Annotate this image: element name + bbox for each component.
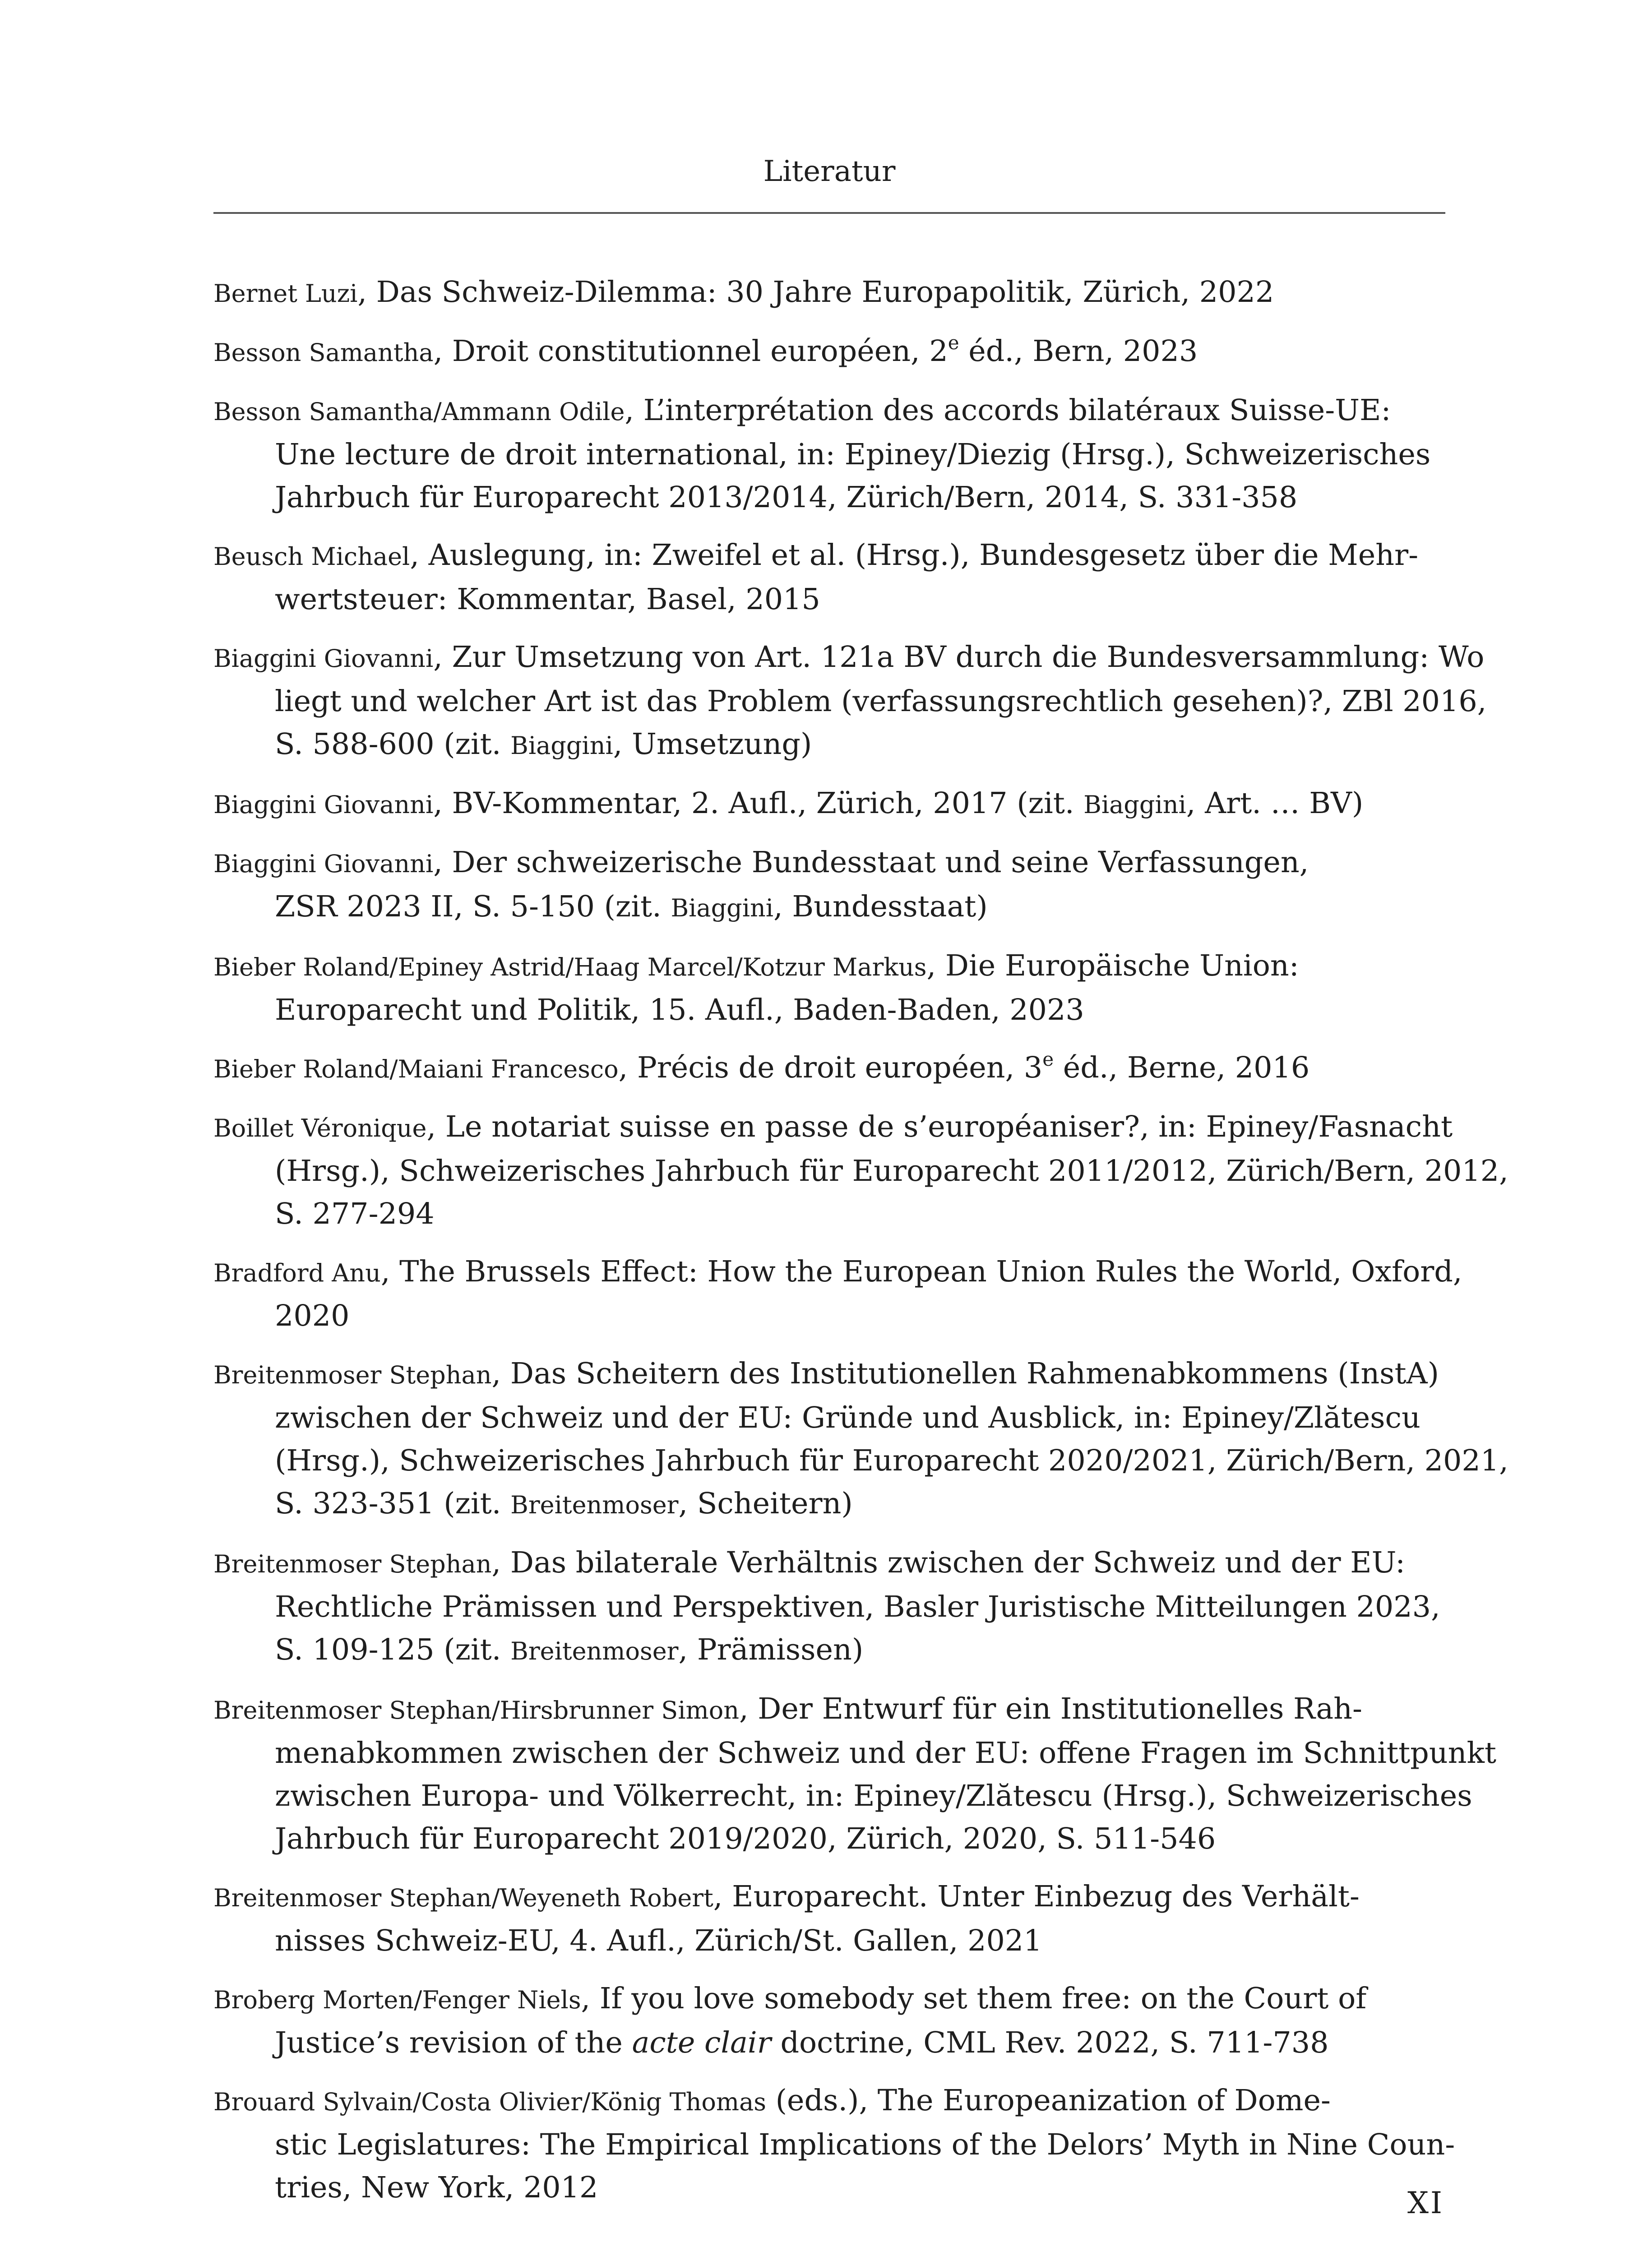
running-header: Literatur	[763, 155, 896, 188]
entry-text: , Umsetzung)	[613, 727, 812, 761]
entry-author: Bradford Anu	[213, 1259, 381, 1287]
bibliography-entry	[213, 1977, 1450, 2064]
cited-author: Breitenmoser	[510, 1637, 679, 1665]
entry-line: Jahrbuch für Europarecht 2019/2020, Zürich, 2020, S. 511-546	[275, 1822, 1216, 1856]
entry-text: , L’interprétation des accords bilatéraux Suisse-UE:	[625, 393, 1391, 427]
entry-author: Bernet Luzi	[213, 279, 358, 308]
entry-text: doctrine, CML Rev. 2022, S. 711-738	[771, 2026, 1329, 2060]
superscript-edition: e	[1042, 1048, 1054, 1070]
entry-text: (eds.), The Europeanization of Dome-	[766, 2084, 1331, 2117]
entry-author: Besson Samantha	[213, 338, 434, 367]
bibliography-entry	[213, 944, 1450, 1031]
entry-author: Broberg Morten/Fenger Niels	[213, 1986, 581, 2014]
entry-text: S. 323-351 (zit.	[275, 1487, 511, 1521]
entry-text: , Précis de droit européen, 3	[618, 1051, 1043, 1085]
entry-text: éd., Bern, 2023	[959, 334, 1198, 368]
cited-author: Breitenmoser	[510, 1491, 679, 1519]
entry-author: Boillet Véronique	[213, 1114, 427, 1142]
entry-text: , The Brussels Effect: How the European Union Rules the World, Oxford,	[380, 1255, 1462, 1289]
bibliography-entry	[213, 1046, 1450, 1091]
superscript-edition: e	[948, 332, 959, 354]
entry-author: Breitenmoser Stephan	[213, 1550, 492, 1578]
bibliography-entry	[213, 782, 1450, 826]
bibliography-entry	[213, 1250, 1462, 1337]
bibliography-entry	[213, 2079, 1455, 2209]
entry-author: Biaggini Giovanni	[213, 791, 434, 819]
bibliography-entry	[213, 1687, 1496, 1860]
entry-text: S. 109-125 (zit.	[275, 1633, 511, 1667]
entry-author: Bieber Roland/Maiani Francesco	[213, 1055, 619, 1083]
entry-text: , Prämissen)	[678, 1633, 864, 1667]
entry-author: Breitenmoser Stephan/Weyeneth Robert	[213, 1884, 713, 1912]
entry-line: Une lecture de droit international, in: Epiney/Diezig (Hrsg.), Schweizerisches	[275, 438, 1431, 472]
bibliography-entry	[213, 389, 1450, 519]
entry-line: (Hrsg.), Schweizerisches Jahrbuch für Europarecht 2011/2012, Zürich/Bern, 2012,	[275, 1154, 1509, 1188]
entry-line: S. 277-294	[275, 1197, 435, 1231]
entry-line: (Hrsg.), Schweizerisches Jahrbuch für Europarecht 2020/2021, Zürich/Bern, 2021,	[275, 1444, 1509, 1478]
entry-text: , Le notariat suisse en passe de s’européaniser?, in: Epiney/Fasnacht	[426, 1110, 1453, 1144]
bibliography-entry	[213, 1352, 1509, 1526]
entry-author: Brouard Sylvain/Costa Olivier/König Thomas	[213, 2088, 766, 2116]
entry-line: wertsteuer: Kommentar, Basel, 2015	[275, 582, 820, 616]
bibliography-entry	[213, 636, 1487, 767]
entry-text: , Auslegung, in: Zweifel et al. (Hrsg.), Bundesgesetz über die Mehr-	[410, 538, 1419, 572]
entry-author: Beusch Michael	[213, 542, 410, 571]
entry-author: Biaggini Giovanni	[213, 850, 434, 878]
entry-line: Rechtliche Prämissen und Perspektiven, Basler Juristische Mitteilungen 2023,	[275, 1590, 1440, 1624]
entry-text: éd., Berne, 2016	[1054, 1051, 1310, 1085]
bibliography-entry	[213, 1875, 1450, 1962]
cited-author: Biaggini	[1083, 791, 1186, 819]
entry-text: , Die Europäische Union:	[926, 949, 1299, 983]
entry-text: , Das Scheitern des Institutionellen Rahmenabkommens (InstA)	[491, 1357, 1439, 1391]
entry-text: S. 588-600 (zit.	[275, 727, 511, 761]
entry-text: , Droit constitutionnel européen, 2	[433, 334, 948, 368]
bibliography-entry	[213, 1541, 1450, 1673]
header-rule	[213, 212, 1445, 214]
entry-text: , Europarecht. Unter Einbezug des Verhält-	[713, 1880, 1360, 1914]
entry-author: Breitenmoser Stephan	[213, 1361, 492, 1389]
entry-text: , Das bilaterale Verhältnis zwischen der Schweiz und der EU:	[491, 1546, 1405, 1580]
bibliography-entry	[213, 1105, 1509, 1235]
entry-text: Justice’s revision of the	[275, 2026, 632, 2060]
bibliography-list	[213, 271, 1509, 2224]
entry-text: , Art. … BV)	[1186, 786, 1364, 820]
entry-line: nisses Schweiz-EU, 4. Aufl., Zürich/St. Gallen, 2021	[275, 1924, 1042, 1958]
entry-text: , Zur Umsetzung von Art. 121a BV durch die Bundesversammlung: Wo	[433, 640, 1485, 674]
entry-line: zwischen der Schweiz und der EU: Gründe und Ausblick, in: Epiney/Zlătescu	[275, 1401, 1421, 1435]
entry-line: menabkommen zwischen der Schweiz und der EU: offene Fragen im Schnittpunkt	[275, 1736, 1496, 1770]
entry-text: , BV-Kommentar, 2. Aufl., Zürich, 2017 (zit.	[433, 786, 1084, 820]
entry-text: , Bundesstaat)	[773, 890, 988, 924]
entry-line: tries, New York, 2012	[275, 2171, 598, 2205]
bibliography-entry	[213, 841, 1450, 929]
italic-term: acte clair	[632, 2026, 771, 2060]
bibliography-entry	[213, 330, 1450, 374]
entry-author: Besson Samantha/Ammann Odile	[213, 398, 625, 426]
entry-line: 2020	[275, 1299, 350, 1333]
entry-text: ZSR 2023 II, S. 5-150 (zit.	[275, 890, 671, 924]
entry-author: Bieber Roland/Epiney Astrid/Haag Marcel/Kotzur Markus	[213, 953, 927, 981]
entry-line: Europarecht und Politik, 15. Aufl., Baden-Baden, 2023	[275, 993, 1084, 1027]
entry-author: Biaggini Giovanni	[213, 644, 434, 673]
entry-line: stic Legislatures: The Empirical Implications of the Delors’ Myth in Nine Coun-	[275, 2128, 1455, 2162]
entry-text: , If you love somebody set them free: on the Court of	[581, 1982, 1367, 2016]
entry-text: , Das Schweiz-Dilemma: 30 Jahre Europapolitik, Zürich, 2022	[357, 275, 1274, 309]
cited-author: Biaggini	[510, 731, 613, 760]
bibliography-entry	[213, 534, 1450, 621]
page-number: XI	[1407, 2186, 1444, 2220]
entry-text: , Der Entwurf für ein Institutionelles Rah-	[739, 1692, 1363, 1726]
entry-line: Jahrbuch für Europarecht 2013/2014, Zürich/Bern, 2014, S. 331-358	[275, 481, 1298, 514]
bibliography-entry	[213, 271, 1450, 315]
entry-text: , Scheitern)	[678, 1487, 853, 1521]
entry-line: liegt und welcher Art ist das Problem (verfassungsrechtlich gesehen)?, ZBl 2016,	[275, 684, 1487, 718]
entry-line: zwischen Europa- und Völkerrecht, in: Epiney/Zlătescu (Hrsg.), Schweizerisches	[275, 1779, 1472, 1813]
entry-author: Breitenmoser Stephan/Hirsbrunner Simon	[213, 1696, 739, 1724]
cited-author: Biaggini	[671, 894, 774, 922]
entry-text: , Der schweizerische Bundesstaat und seine Verfassungen,	[433, 846, 1309, 879]
